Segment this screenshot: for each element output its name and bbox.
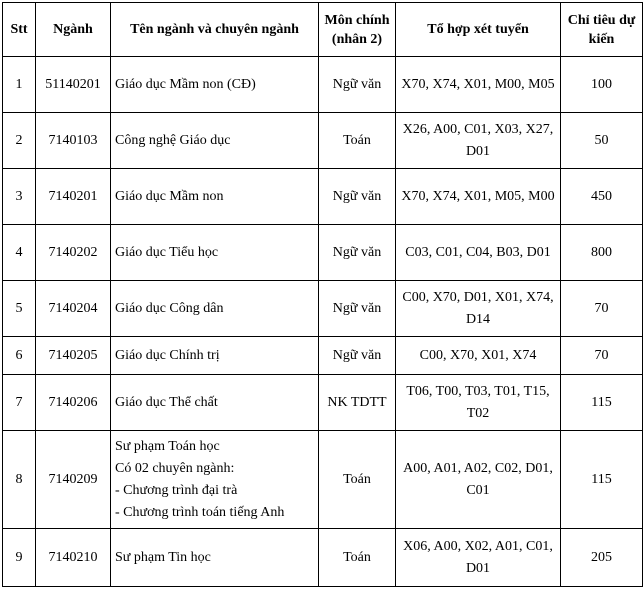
- cell-stt: 6: [3, 337, 36, 375]
- header-mon-chinh: Môn chính (nhân 2): [319, 3, 396, 57]
- cell-mon-chinh: Ngữ văn: [319, 281, 396, 337]
- cell-ten: [111, 225, 319, 281]
- cell-ten-line: Giáo dục Mầm non (CĐ): [115, 76, 256, 92]
- cell-to-hop: T06, T00, T03, T01, T15, T02: [396, 375, 561, 431]
- table-row: [3, 225, 643, 281]
- cell-ten-line: Giáo dục Công dân: [115, 300, 224, 316]
- cell-to-hop: X26, A00, C01, X03, X27, D01: [396, 113, 561, 169]
- cell-ten-line: Giáo dục Chính trị: [115, 347, 220, 363]
- table-row: [3, 337, 643, 375]
- cell-mon-chinh: Ngữ văn: [319, 225, 396, 281]
- cell-ten: [111, 375, 319, 431]
- cell-ten-line: Giáo dục Mầm non: [115, 188, 224, 204]
- header-row: [3, 3, 643, 57]
- cell-ten: [111, 113, 319, 169]
- cell-nganh: 7140201: [36, 169, 111, 225]
- cell-chi-tieu: 70: [561, 337, 643, 375]
- table-body: [3, 57, 643, 587]
- cell-stt: 2: [3, 113, 36, 169]
- table-row: [3, 57, 643, 113]
- cell-ten-line: Sư phạm Tin học: [115, 549, 211, 565]
- cell-mon-chinh: Ngữ văn: [319, 57, 396, 113]
- cell-stt: 5: [3, 281, 36, 337]
- cell-ten-line: - Chương trình đại trà: [115, 482, 238, 498]
- cell-ten: [111, 529, 319, 587]
- cell-chi-tieu: 50: [561, 113, 643, 169]
- header-stt: Stt: [3, 3, 36, 57]
- header-ten: Tên ngành và chuyên ngành: [111, 3, 319, 57]
- table-row: [3, 281, 643, 337]
- cell-nganh: 7140210: [36, 529, 111, 587]
- cell-ten: [111, 431, 319, 529]
- cell-mon-chinh: Toán: [319, 113, 396, 169]
- table-row: [3, 431, 643, 529]
- cell-ten-line: - Chương trình toán tiếng Anh: [115, 504, 285, 520]
- cell-ten-line: Sư phạm Toán học: [115, 438, 220, 454]
- cell-stt: 4: [3, 225, 36, 281]
- table-row: [3, 375, 643, 431]
- header-chi-tieu: Chỉ tiêu dự kiến: [561, 3, 643, 57]
- cell-chi-tieu: 115: [561, 375, 643, 431]
- cell-stt: 8: [3, 431, 36, 529]
- cell-to-hop: C00, X70, X01, X74: [396, 337, 561, 375]
- cell-chi-tieu: 800: [561, 225, 643, 281]
- cell-nganh: 7140209: [36, 431, 111, 529]
- table-row: [3, 529, 643, 587]
- cell-chi-tieu: 115: [561, 431, 643, 529]
- cell-mon-chinh: Ngữ văn: [319, 169, 396, 225]
- cell-stt: 9: [3, 529, 36, 587]
- cell-mon-chinh: NK TDTT: [319, 375, 396, 431]
- cell-ten-line: Giáo dục Tiểu học: [115, 244, 219, 260]
- cell-ten: [111, 57, 319, 113]
- cell-ten-line: Có 02 chuyên ngành:: [115, 460, 235, 476]
- cell-chi-tieu: 70: [561, 281, 643, 337]
- cell-to-hop: C00, X70, D01, X01, X74, D14: [396, 281, 561, 337]
- cell-mon-chinh: Toán: [319, 529, 396, 587]
- admissions-table: [2, 2, 643, 587]
- cell-to-hop: X70, X74, X01, M05, M00: [396, 169, 561, 225]
- cell-nganh: 7140205: [36, 337, 111, 375]
- cell-mon-chinh: Ngữ văn: [319, 337, 396, 375]
- table-row: [3, 113, 643, 169]
- cell-chi-tieu: 100: [561, 57, 643, 113]
- cell-to-hop: X70, X74, X01, M00, M05: [396, 57, 561, 113]
- cell-nganh: 7140202: [36, 225, 111, 281]
- header-nganh: Ngành: [36, 3, 111, 57]
- cell-ten: [111, 281, 319, 337]
- cell-to-hop: A00, A01, A02, C02, D01, C01: [396, 431, 561, 529]
- cell-stt: 3: [3, 169, 36, 225]
- cell-nganh: 7140204: [36, 281, 111, 337]
- cell-mon-chinh: Toán: [319, 431, 396, 529]
- cell-nganh: 7140103: [36, 113, 111, 169]
- cell-chi-tieu: 450: [561, 169, 643, 225]
- cell-to-hop: C03, C01, C04, B03, D01: [396, 225, 561, 281]
- cell-ten: [111, 337, 319, 375]
- cell-ten-line: Giáo dục Thể chất: [115, 394, 218, 410]
- cell-ten-line: Công nghệ Giáo dục: [115, 132, 231, 148]
- header-to-hop: Tổ hợp xét tuyển: [396, 3, 561, 57]
- cell-nganh: 51140201: [36, 57, 111, 113]
- table-row: [3, 169, 643, 225]
- cell-ten: [111, 169, 319, 225]
- cell-to-hop: X06, A00, X02, A01, C01, D01: [396, 529, 561, 587]
- cell-stt: 1: [3, 57, 36, 113]
- cell-nganh: 7140206: [36, 375, 111, 431]
- cell-stt: 7: [3, 375, 36, 431]
- cell-chi-tieu: 205: [561, 529, 643, 587]
